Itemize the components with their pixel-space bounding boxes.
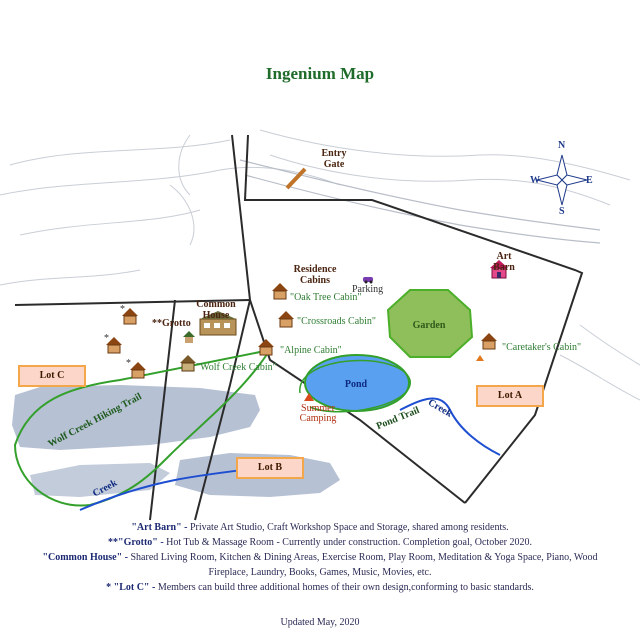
grotto-icon bbox=[183, 331, 195, 343]
cabin-icon-alpine bbox=[258, 339, 274, 355]
legend-text: Hot Tub & Massage Room - Currently under construction. Completion goal, October 2020. bbox=[163, 537, 532, 548]
legend-text: Members can build three additional homes of their own design,conforming to basic standards. bbox=[155, 582, 534, 593]
legend-term: **"Grotto" - bbox=[108, 537, 164, 548]
cabin-icon-crossroads bbox=[278, 311, 294, 327]
lot-c-marker-3: * bbox=[126, 358, 131, 369]
grotto-label: **Grotto bbox=[152, 318, 191, 329]
cabin-icon-lot-c-3 bbox=[130, 362, 146, 378]
lot-a-box[interactable]: Lot A bbox=[476, 385, 544, 407]
compass-s: S bbox=[559, 206, 565, 217]
creek-right-label: Creek bbox=[426, 397, 454, 420]
legend-row-art-barn bbox=[40, 520, 600, 535]
legend-row-lot-c bbox=[40, 580, 600, 595]
pond-trail-label: Pond Trail bbox=[374, 404, 422, 433]
map-title: Ingenium Map bbox=[265, 64, 375, 83]
summer-camping-label: Summer Camping bbox=[299, 403, 337, 424]
lot-c-marker-2: * bbox=[104, 333, 109, 344]
legend-row-common-house bbox=[40, 550, 600, 580]
lot-c-marker-1: * bbox=[120, 304, 125, 315]
updated-date: Updated May, 2020 bbox=[280, 617, 360, 628]
alpine-cabin-label: "Alpine Cabin" bbox=[280, 345, 342, 356]
compass-rose bbox=[537, 155, 587, 205]
parking-label: Parking bbox=[352, 284, 384, 295]
cabin-icon-caretaker bbox=[481, 333, 497, 349]
legend-row-grotto bbox=[40, 535, 600, 550]
compass-w: W bbox=[530, 175, 540, 186]
legend-term: "Common House" - bbox=[42, 552, 128, 563]
legend-term: "Art Barn" - bbox=[131, 522, 188, 533]
caretakers-cabin-label: "Caretaker's Cabin" bbox=[502, 342, 582, 353]
oak-tree-cabin-label: "Oak Tree Cabin" bbox=[290, 292, 362, 303]
road-outline bbox=[240, 160, 600, 243]
wolf-creek-trail-label: Wolf Creek Hiking Trail bbox=[46, 391, 144, 450]
campfire-icon bbox=[476, 355, 484, 361]
compass-e: E bbox=[586, 175, 593, 186]
creek-left-label: Creek bbox=[90, 477, 120, 500]
entry-gate-label: Entry Gate bbox=[321, 148, 347, 170]
common-house-label: Common House bbox=[196, 299, 236, 321]
cabin-icon-wolf-creek bbox=[180, 355, 196, 371]
wolf-creek-cabin-label: "Wolf Creek Cabin" bbox=[196, 362, 277, 373]
lot-b-box[interactable]: Lot B bbox=[236, 457, 304, 479]
legend-text: Private Art Studio, Craft Workshop Space and Storage, shared among residents. bbox=[187, 522, 509, 533]
garden-label: Garden bbox=[412, 320, 446, 331]
map-legend bbox=[40, 520, 600, 595]
legend-term: * "Lot C" - bbox=[106, 582, 156, 593]
legend-text: Shared Living Room, Kitchen & Dining Areas, Exercise Room, Play Room, Meditation & Yoga Space, Piano, Wood Fireplace, Laundry, Books, Games, Music, Movies, etc. bbox=[128, 552, 598, 578]
lot-c-box[interactable]: Lot C bbox=[18, 365, 86, 387]
art-barn-label: Art Barn bbox=[493, 251, 515, 273]
residence-cabins-label: Residence Cabins bbox=[293, 264, 337, 286]
crossroads-cabin-label: "Crossroads Cabin" bbox=[297, 316, 376, 327]
cabin-icon-oak-tree bbox=[272, 283, 288, 299]
compass-n: N bbox=[558, 140, 566, 151]
pond-label: Pond bbox=[344, 379, 368, 390]
parking-car-icon bbox=[363, 277, 373, 284]
